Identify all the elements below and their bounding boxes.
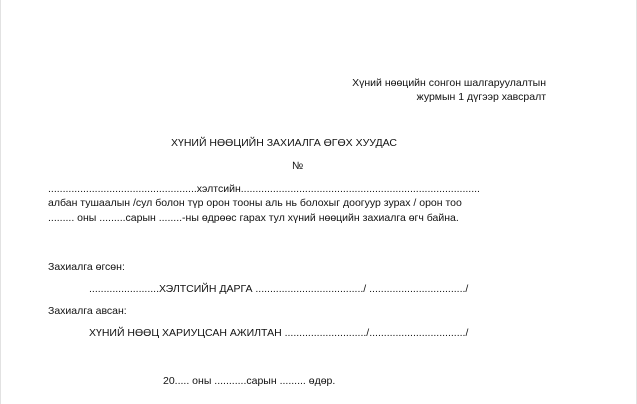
number-sign: № [292, 160, 304, 172]
header-line-2: журмын 1 дүгээр хавсралт [416, 91, 546, 103]
ordered-by-signature-line: ........................ХЭЛТСИЙН ДАРГА ...................................../ ................................./ [89, 283, 469, 295]
document-title: ХҮНИЙ НӨӨЦИЙН ЗАХИАЛГА ӨГӨХ ХУУДАС [171, 137, 397, 149]
body-line-2: албан тушаалын /сул болон түр орон тооны аль нь болохыг доогуур зурах / орон тоо [48, 197, 462, 209]
received-by-signature-line: ХҮНИЙ НӨӨЦ ХАРИУЦСАН АЖИЛТАН ............................/................................./ [89, 327, 469, 339]
received-by-label: Захиалга авсан: [48, 305, 127, 317]
ordered-by-label: Захиалга өгсөн: [48, 261, 125, 273]
date-line: 20..... оны ...........сарын ......... өдөр. [163, 375, 336, 387]
body-line-3: ......... оны .........сарын ........-ны өдрөөс гарах тул хүний нөөцийн захиалга өгч байна. [48, 212, 459, 224]
header-line-1: Хүний нөөцийн сонгон шалгаруулалтын [352, 77, 546, 89]
body-line-1: ...................................................хэлтсийн.................................................................................. [48, 183, 480, 195]
